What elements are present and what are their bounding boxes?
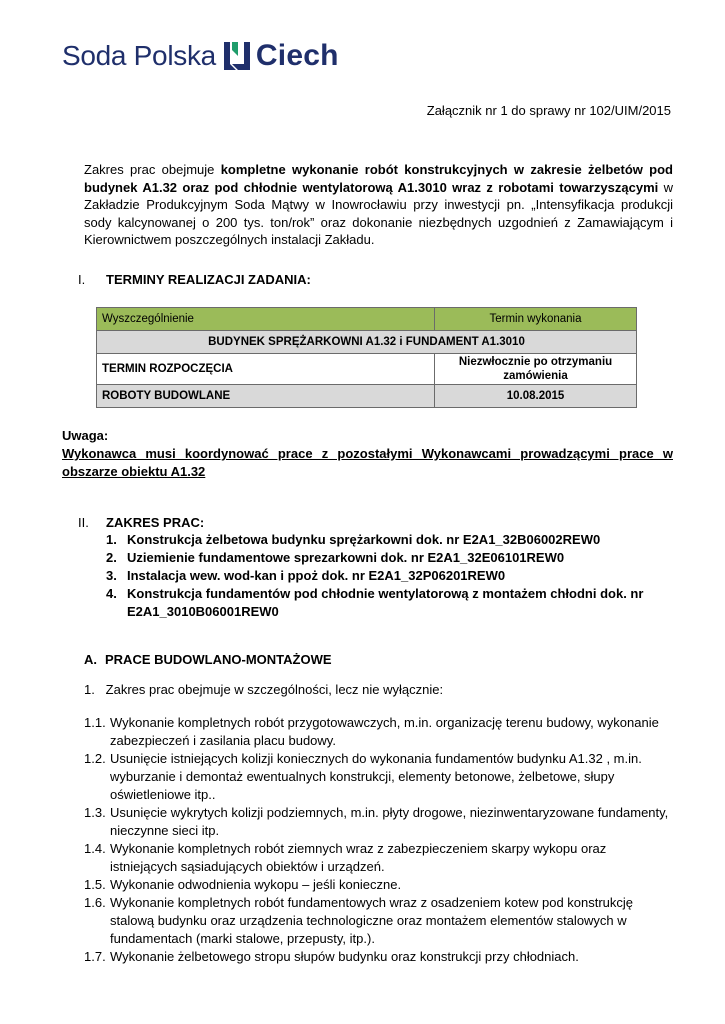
section2-title: ZAKRES PRAC: [106, 515, 205, 530]
list-item [84, 948, 673, 966]
list-item-number: 1.7. [84, 949, 106, 964]
table-cell-label: TERMIN ROZPOCZĘCIA [97, 354, 435, 385]
list-item [84, 750, 673, 804]
list-item [84, 876, 673, 894]
list-item-text: Uziemienie fundamentowe sprezarkowni dok. nr E2A1_32E06101REW0 [127, 550, 565, 565]
intro-paragraph [84, 161, 673, 249]
list-item-text: Wykonanie kompletnych robót fundamentowych wraz z osadzeniem kotew pod konstrukcję stalową budynku oraz urządzenia technologiczne oraz montażem elementów stalowych w fundamentach (marki stalowe, przepusty, itp.). [110, 895, 634, 946]
subsection-a-heading [84, 652, 332, 667]
list-item-number: 1.6. [84, 895, 106, 910]
list-item-text: Wykonanie żelbetowego stropu słupów budynku oraz konstrukcji przy chłodniach. [110, 949, 579, 964]
subsection-a-letter: A. [84, 652, 97, 667]
table-group-row [97, 331, 637, 354]
table-header-item: Wyszczególnienie [97, 308, 435, 331]
list-item-number: 1.3. [84, 805, 106, 820]
list-item [84, 840, 673, 876]
note-label: Uwaga: [62, 428, 109, 443]
list-item-text: Usunięcie istniejących kolizji koniecznych do wykonania fundamentów budynku A1.32 , m.in. wyburzanie i demontaż ewentualnych konstrukcji, elementy betonowe, żelbetowe, słupy oświetleniowe itp.. [110, 751, 642, 802]
section1-number: I. [78, 272, 86, 287]
table-header-row [97, 308, 637, 331]
list-item [84, 804, 673, 840]
intro-bold-scope: kompletne wykonanie robót konstrukcyjnych w zakresie żelbetów pod budynek A1.32 oraz pod chłodnie wentylatorową A1.3010 wraz z robotami towarzyszącymi [84, 162, 673, 195]
company-logo [62, 40, 339, 72]
list-item-text: Instalacja wew. wod-kan i ppoż dok. nr E2A1_32P06201REW0 [127, 568, 506, 583]
table-row [97, 354, 637, 385]
list-item-text: Wykonanie kompletnych robót ziemnych wraz z zabezpieczeniem skarpy wykopu oraz istniejących sąsiadujących obiektów i urządzeń. [110, 841, 607, 874]
list-item-number: 3. [106, 568, 117, 583]
table-cell-value: 10.08.2015 [435, 385, 637, 408]
table-header-deadline: Termin wykonania [435, 308, 637, 331]
list-item [106, 531, 673, 549]
list-item [106, 585, 673, 621]
table-row [97, 385, 637, 408]
list-item-number: 2. [106, 550, 117, 565]
subsection-a-title: PRACE BUDOWLANO-MONTAŻOWE [105, 652, 332, 667]
table-cell-label: ROBOTY BUDOWLANE [97, 385, 435, 408]
list-item-text: Wykonanie kompletnych robót przygotowawczych, m.in. organizację terenu budowy, wykonanie zabezpieczeń i zasilania placu budowy. [110, 715, 659, 748]
logo-text-ciech: Ciech [255, 39, 339, 72]
list-item [106, 567, 673, 585]
table-cell-value: Niezwłocznie po otrzymaniu zamówienia [435, 354, 637, 385]
list-item-text: Konstrukcja fundamentów pod chłodnie wentylatorową z montażem chłodni dok. nr E2A1_3010B06001REW0 [127, 586, 644, 619]
intro-text-2: w Zakładzie Produkcyjnym Soda Mątwy w Inowrocławiu przy inwestycji pn. „Intensyfikacja produkcji sody kalcynowanej o 200 tys. ton/rok” oraz dokonanie niezbędnych uzgodnień z Zamawiającym i Kierownictwem poszczególnych instalacji Zakładu. [84, 179, 673, 247]
section1-title: TERMINY REALIZACJI ZADANIA: [106, 272, 311, 287]
list-item [84, 894, 673, 948]
work-items-list [84, 714, 673, 966]
list-item-number: 4. [106, 586, 117, 601]
list-item-text: Wykonanie odwodnienia wykopu – jeśli konieczne. [110, 877, 402, 892]
scope-intro-item: 1. Zakres prac obejmuje w szczególności, lecz nie wyłącznie: [84, 682, 444, 697]
list-item [106, 549, 673, 567]
list-item-text: Konstrukcja żelbetowa budynku sprężarkowni dok. nr E2A1_32B06002REW0 [127, 532, 601, 547]
schedule-table [96, 307, 637, 408]
list-item [84, 714, 673, 750]
intro-text-1: Zakres prac obejmuje [84, 162, 221, 177]
attachment-reference: Załącznik nr 1 do sprawy nr 102/UIM/2015 [426, 103, 671, 118]
list-item-number: 1.1. [84, 715, 106, 730]
note-text: Wykonawca musi koordynować prace z pozostałymi Wykonawcami prowadzącymi prace w obszarze obiektu A1.32 [62, 446, 673, 479]
section2-number: II. [78, 515, 89, 530]
scope-list [106, 531, 673, 621]
table-group-label: BUDYNEK SPRĘŻARKOWNI A1.32 i FUNDAMENT A1.3010 [97, 331, 637, 354]
list-item-number: 1.4. [84, 841, 106, 856]
list-item-number: 1.5. [84, 877, 106, 892]
logo-text-soda-polska: Soda Polska [62, 40, 216, 71]
list-item-number: 1. [106, 532, 117, 547]
ciech-mark-icon [224, 42, 250, 70]
list-item-number: 1.2. [84, 751, 106, 766]
list-item-text: Usunięcie wykrytych kolizji podziemnych, m.in. płyty drogowe, niezinwentaryzowane fundamenty, nieczynne sieci itp. [110, 805, 669, 838]
